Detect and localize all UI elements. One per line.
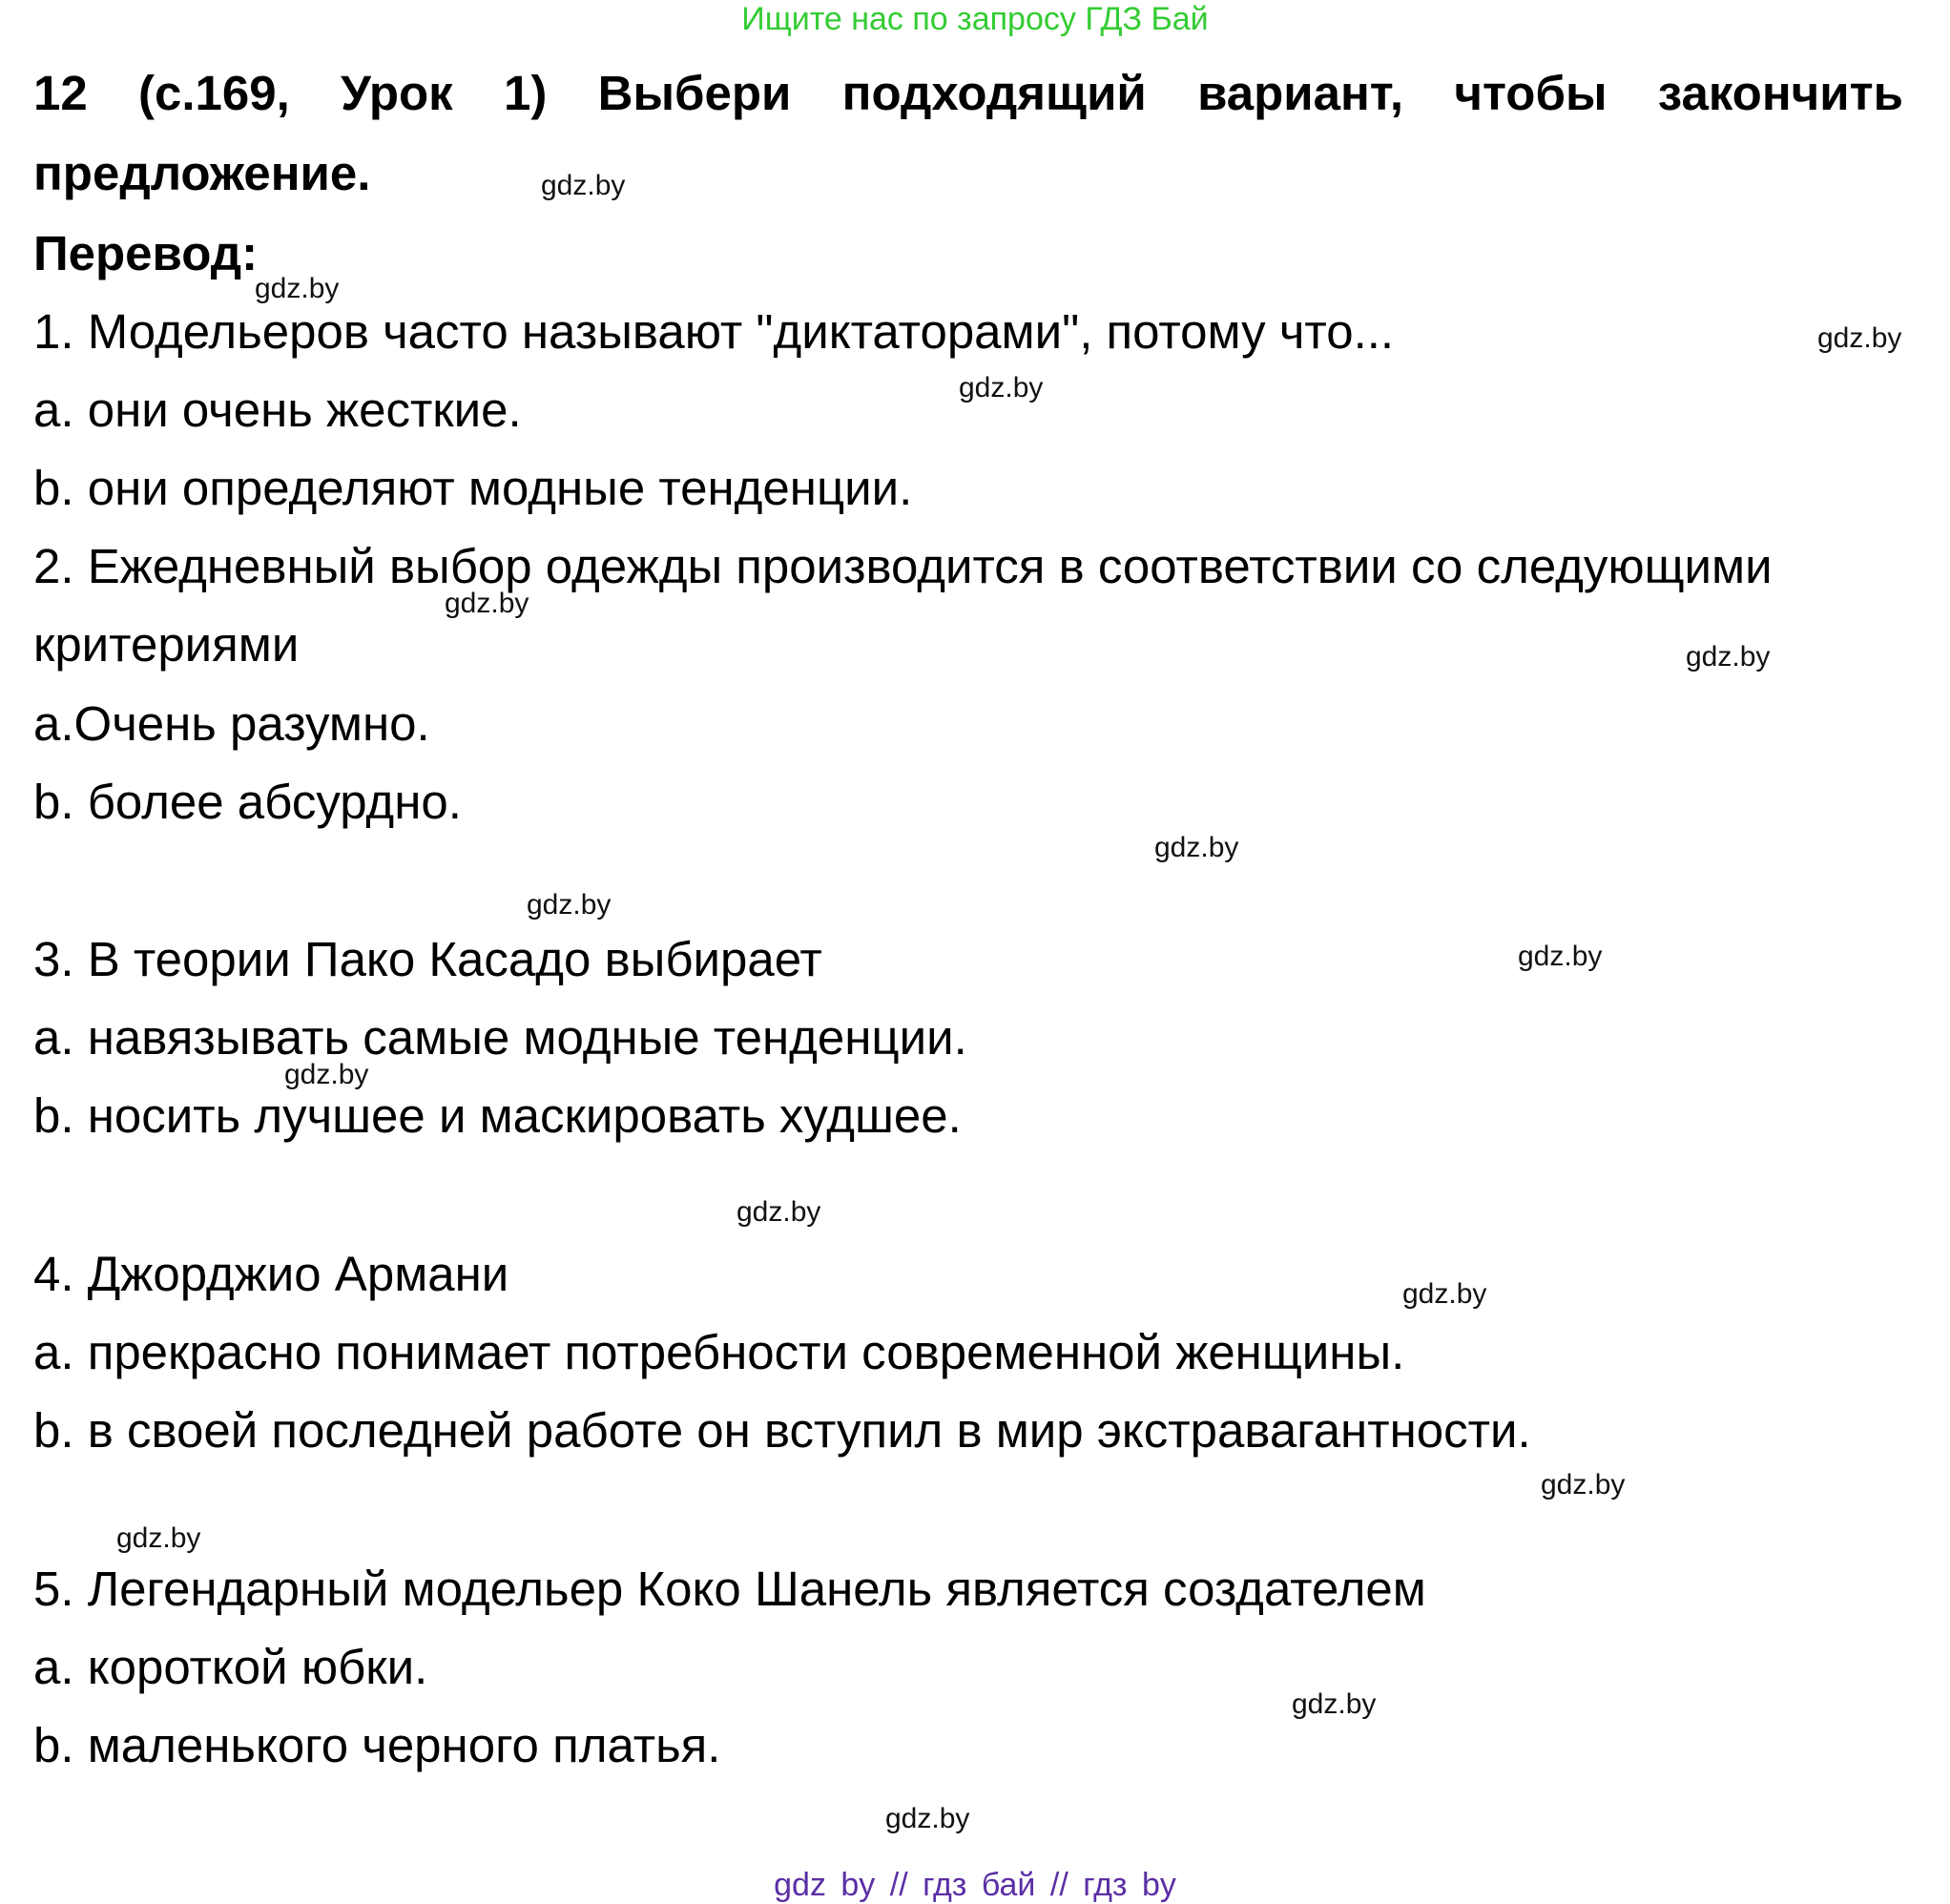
task-heading bbox=[33, 65, 1903, 122]
question-2: 2. Ежедневный выбор одежды производится в соответствии со следующими bbox=[33, 539, 1773, 593]
watermark: gdz.by bbox=[1686, 641, 1771, 673]
question-5-option-a: a. короткой юбки. bbox=[33, 1640, 428, 1694]
question-2-option-b: b. более абсурдно. bbox=[33, 775, 462, 829]
watermark: gdz.by bbox=[116, 1522, 201, 1554]
watermark: gdz.by bbox=[445, 588, 529, 619]
watermark: gdz.by bbox=[255, 273, 340, 304]
watermark: gdz.by bbox=[1518, 941, 1603, 972]
watermark: gdz.by bbox=[284, 1059, 369, 1090]
question-3-option-b: b. носить лучшее и маскировать худшее. bbox=[33, 1088, 962, 1143]
question-1-option-a: a. они очень жесткие. bbox=[33, 383, 522, 437]
heading-word: чтобы bbox=[1454, 66, 1608, 120]
question-4-option-b: b. в своей последней работе он вступил в мир экстравагантности. bbox=[33, 1403, 1531, 1458]
question-1-option-b: b. они определяют модные тенденции. bbox=[33, 461, 913, 515]
watermark: gdz.by bbox=[1154, 832, 1239, 863]
heading-word: Выбери bbox=[597, 66, 792, 120]
question-5: 5. Легендарный модельер Коко Шанель является создателем bbox=[33, 1562, 1426, 1616]
translation-label: Перевод: bbox=[33, 226, 259, 280]
question-4: 4. Джорджио Армани bbox=[33, 1247, 509, 1301]
watermark: gdz.by bbox=[541, 170, 626, 201]
watermark: gdz.by bbox=[1817, 322, 1902, 354]
watermark: gdz.by bbox=[1292, 1688, 1377, 1720]
heading-word: подходящий bbox=[841, 66, 1147, 120]
heading-word: (с.169, bbox=[138, 66, 290, 120]
question-2-option-a: a.Очень разумно. bbox=[33, 696, 430, 751]
watermark: gdz.by bbox=[885, 1803, 970, 1834]
watermark: gdz.by bbox=[527, 889, 612, 921]
watermark: gdz.by bbox=[1402, 1278, 1487, 1310]
top-banner: Ищите нас по запросу ГДЗ Бай bbox=[741, 1, 1209, 37]
heading-word: вариант, bbox=[1197, 66, 1404, 120]
heading-word: 1) bbox=[503, 66, 548, 120]
footer-links: gdz by // гдз бай // гдз by bbox=[774, 1867, 1176, 1903]
watermark: gdz.by bbox=[736, 1196, 821, 1228]
task-heading-continued: предложение. bbox=[33, 146, 371, 200]
watermark: gdz.by bbox=[959, 372, 1044, 404]
question-3-option-a: a. навязывать самые модные тенденции. bbox=[33, 1010, 967, 1065]
heading-word: Урок bbox=[341, 66, 453, 120]
heading-word: закончить bbox=[1657, 66, 1903, 120]
question-1: 1. Модельеров часто называют "диктаторами", потому что... bbox=[33, 304, 1395, 359]
watermark: gdz.by bbox=[1541, 1469, 1626, 1500]
question-5-option-b: b. маленького черного платья. bbox=[33, 1718, 721, 1772]
question-2-continued: критериями bbox=[33, 617, 300, 672]
heading-word: 12 bbox=[33, 66, 88, 120]
question-4-option-a: a. прекрасно понимает потребности современной женщины. bbox=[33, 1325, 1405, 1379]
question-3: 3. В теории Пако Касадо выбирает bbox=[33, 932, 822, 986]
